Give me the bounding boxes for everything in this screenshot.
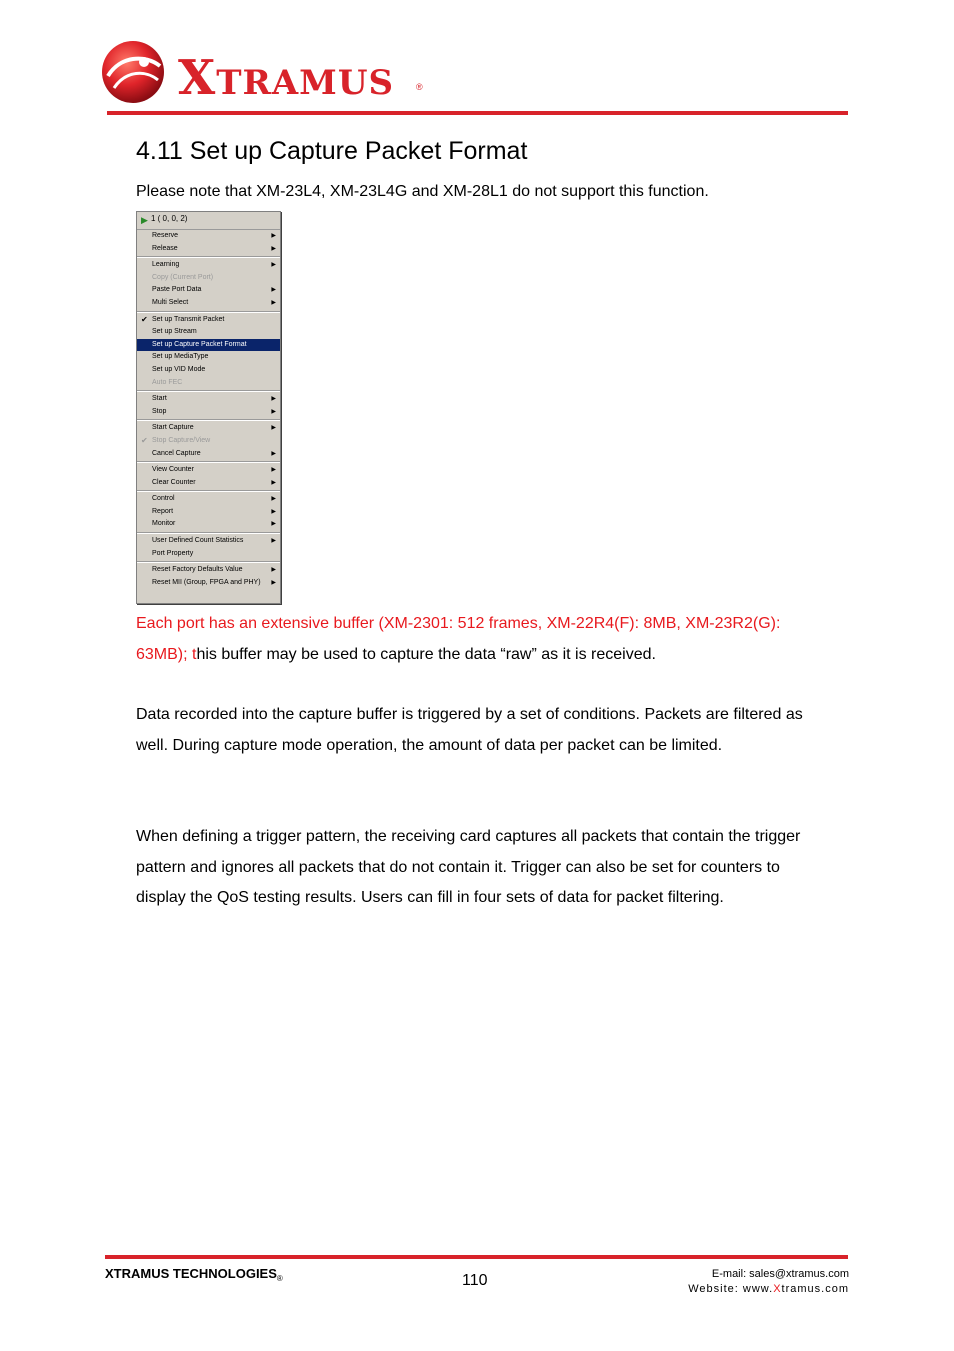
menu-item[interactable]	[137, 422, 280, 435]
logo-wordmark: XTRAMUS	[178, 50, 395, 106]
buffer-text: his buffer may be used to capture the data “raw” as it is received.	[196, 645, 656, 663]
submenu-arrow-icon: ▶	[271, 538, 276, 545]
menu-item[interactable]	[137, 243, 280, 256]
xtramus-logo	[100, 36, 430, 108]
menu-separator	[137, 256, 280, 258]
logo-registered-mark: ®	[416, 82, 423, 92]
submenu-arrow-icon: ▶	[271, 245, 276, 252]
menu-item[interactable]	[137, 393, 280, 406]
menu-item[interactable]	[137, 506, 280, 519]
menu-item-label: Set up Transmit Packet	[152, 315, 225, 323]
menu-item[interactable]	[137, 448, 280, 461]
trigger-conditions-paragraph: Data recorded into the capture buffer is triggered by a set of conditions. Packets are filtered as well. During capture mode operation, the amount of data per packet can be limited.	[136, 706, 803, 754]
menu-item[interactable]	[137, 564, 280, 577]
footer-company-name: XTRAMUS TECHNOLOGIES	[105, 1266, 277, 1281]
header-rule	[107, 111, 848, 115]
menu-item-label: Set up MediaType	[152, 353, 209, 361]
menu-item-label: Clear Counter	[152, 478, 196, 486]
menu-item[interactable]	[137, 377, 280, 390]
menu-item[interactable]	[137, 406, 280, 419]
menu-item-label: Set up VID Mode	[152, 365, 206, 373]
menu-item[interactable]	[137, 339, 280, 352]
page-number: 110	[462, 1272, 488, 1289]
menu-item-label: Stop Capture/View	[152, 436, 211, 444]
support-note: Please note that XM-23L4, XM-23L4G and XM-28L1 do not support this function.	[136, 183, 709, 200]
buffer-red-text: Each port has an extensive buffer (XM-2301: 512 frames, XM-22R4(F): 8MB, XM-23R2(G): 63MB); t	[136, 615, 781, 663]
menu-item[interactable]	[137, 518, 280, 531]
menu-item-label: Copy (Current Port)	[152, 273, 214, 281]
logo-globe-icon	[100, 36, 170, 108]
submenu-arrow-icon: ▶	[271, 479, 276, 486]
website-prefix: Website: www.	[688, 1283, 774, 1295]
menu-item-label: Start	[152, 395, 167, 403]
menu-header	[137, 212, 280, 230]
submenu-arrow-icon: ▶	[271, 262, 276, 269]
menu-item[interactable]	[137, 351, 280, 364]
menu-item[interactable]	[137, 477, 280, 490]
menu-item[interactable]	[137, 577, 280, 590]
menu-item[interactable]	[137, 284, 280, 297]
menu-item-label: Report	[152, 507, 174, 515]
section-title: 4.11 Set up Capture Packet Format	[136, 137, 528, 165]
menu-separator	[137, 390, 280, 392]
footer-email: E-mail: sales@xtramus.com	[711, 1268, 849, 1280]
menu-item-label: Release	[152, 244, 178, 252]
menu-item[interactable]	[137, 464, 280, 477]
menu-item-label: View Counter	[152, 466, 194, 474]
menu-separator	[137, 311, 280, 313]
menu-item-label: Multi Select	[152, 298, 189, 306]
footer-registered-mark: ®	[276, 1274, 283, 1283]
footer-company	[105, 1266, 283, 1283]
menu-separator	[137, 461, 280, 463]
menu-separator	[137, 419, 280, 421]
menu-item-label: Reserve	[152, 232, 179, 239]
footer-rule	[105, 1255, 848, 1259]
menu-item-label: Auto FEC	[152, 378, 183, 386]
menu-item[interactable]	[137, 548, 280, 561]
play-icon: ▶	[141, 215, 148, 225]
menu-item-label: Set up Stream	[152, 328, 197, 336]
submenu-arrow-icon: ▶	[271, 567, 276, 574]
footer-contact	[688, 1267, 849, 1297]
submenu-arrow-icon: ▶	[271, 396, 276, 403]
checkmark-icon: ✔	[141, 314, 148, 324]
menu-item-label: Set up Capture Packet Format	[152, 340, 247, 348]
menu-item[interactable]	[137, 272, 280, 285]
footer-website	[688, 1282, 849, 1297]
menu-item-label: Learning	[152, 261, 180, 269]
submenu-arrow-icon: ▶	[271, 496, 276, 503]
port-context-menu	[136, 211, 281, 604]
trigger-pattern-paragraph: When defining a trigger pattern, the receiving card captures all packets that contain the trigger pattern and ignores all packets that do not contain it. Trigger can also be set for counters to display the QoS testing results. Users can fill in four sets of data for packet filtering.	[136, 828, 801, 906]
menu-item-label: Reset Factory Defaults Value	[152, 566, 243, 574]
submenu-arrow-icon: ▶	[271, 450, 276, 457]
menu-item-label: Monitor	[152, 520, 176, 528]
submenu-arrow-icon: ▶	[271, 521, 276, 528]
menu-item-label: Stop	[152, 407, 167, 415]
website-suffix: tramus.com	[781, 1283, 849, 1295]
menu-item[interactable]	[137, 493, 280, 506]
menu-item[interactable]	[137, 364, 280, 377]
menu-item[interactable]	[137, 314, 280, 327]
menu-item[interactable]	[137, 435, 280, 448]
menu-separator	[137, 561, 280, 563]
checkmark-icon: ✔	[141, 435, 148, 445]
submenu-arrow-icon: ▶	[271, 508, 276, 515]
menu-item-label: Reset MII (Group, FPGA and PHY)	[152, 578, 261, 586]
menu-item-label: Port Property	[152, 549, 194, 557]
menu-header-label: 1 ( 0, 0, 2)	[151, 214, 188, 223]
website-x: X	[773, 1283, 782, 1295]
menu-item-label: Paste Port Data	[152, 286, 202, 294]
submenu-arrow-icon: ▶	[271, 579, 276, 586]
menu-item-label: Control	[152, 495, 175, 503]
menu-item-label: Start Capture	[152, 424, 194, 432]
submenu-arrow-icon: ▶	[271, 287, 276, 294]
submenu-arrow-icon: ▶	[271, 425, 276, 432]
submenu-arrow-icon: ▶	[271, 408, 276, 415]
menu-item[interactable]	[137, 326, 280, 339]
menu-separator	[137, 490, 280, 492]
menu-separator	[137, 532, 280, 534]
submenu-arrow-icon: ▶	[271, 233, 276, 239]
buffer-paragraph	[136, 609, 826, 670]
submenu-arrow-icon: ▶	[271, 467, 276, 474]
menu-item[interactable]	[137, 259, 280, 272]
menu-item[interactable]	[137, 297, 280, 310]
menu-item[interactable]	[137, 230, 280, 243]
submenu-arrow-icon: ▶	[271, 299, 276, 306]
menu-item-label: User Defined Count Statistics	[152, 537, 244, 545]
menu-item-label: Cancel Capture	[152, 449, 201, 457]
menu-item[interactable]	[137, 535, 280, 548]
